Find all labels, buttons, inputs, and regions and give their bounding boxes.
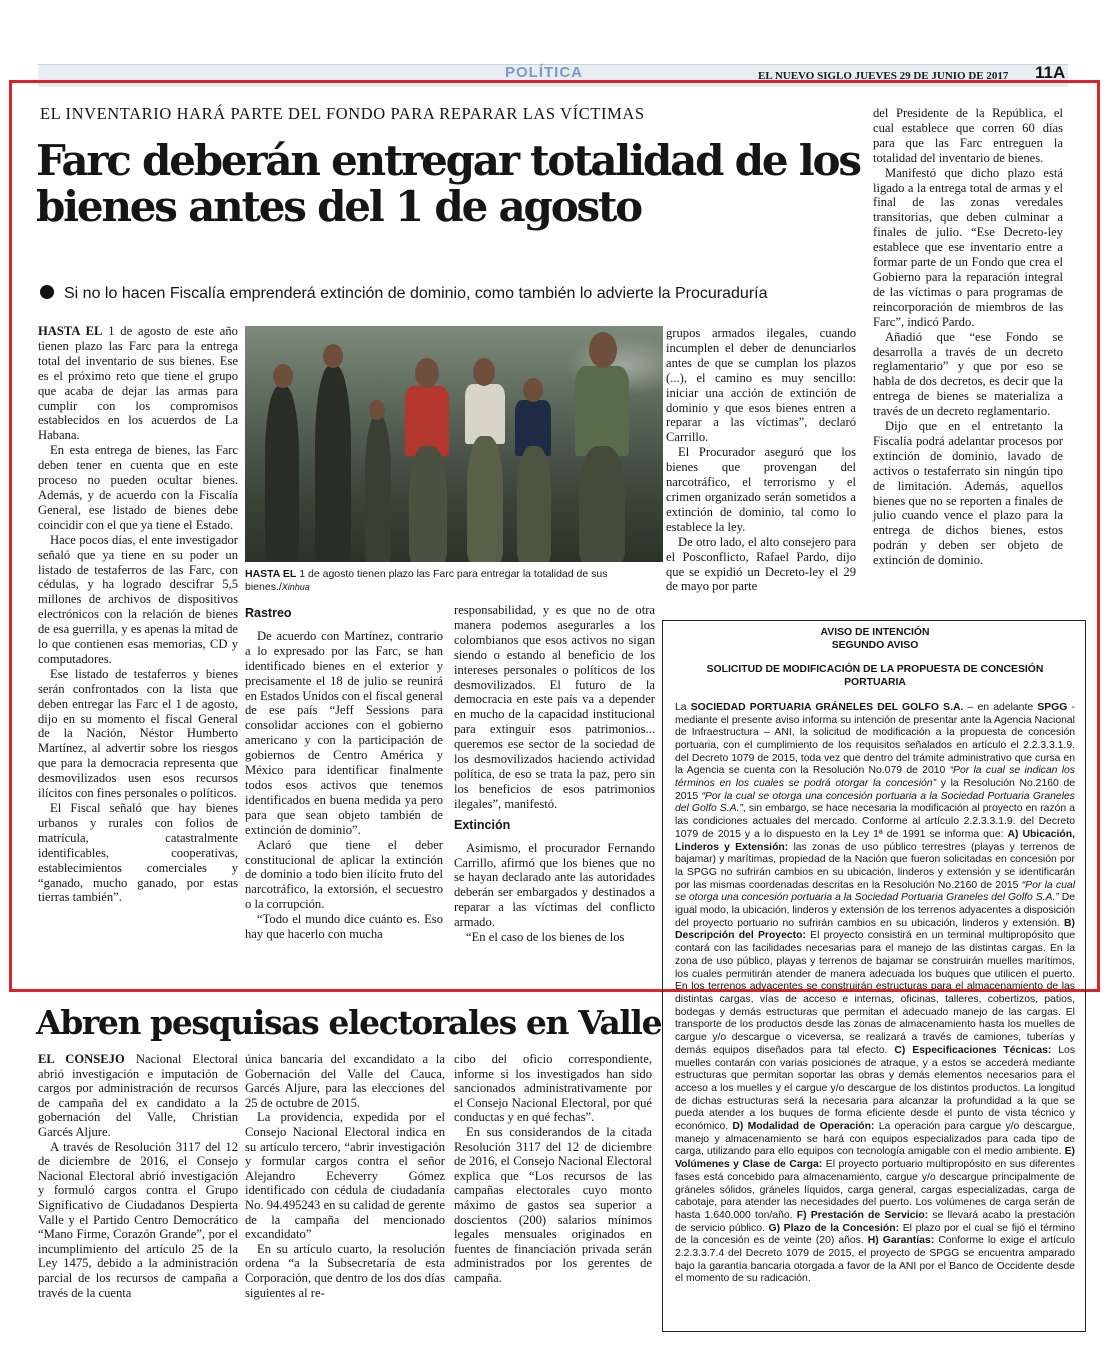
paragraph [38,324,238,443]
paragraph-text: Nacional Electoral abrió investigación e imputación de cargos por administración de recursos de campaña del ex candidato a la gobernación del Valle, Christian Garcés Aljure. [38,1052,238,1139]
paragraph: Aclaró que tiene el deber constitucional de aplicar la extinción de dominio a todo bien ilícito fruto del narcotráfico, la extorsión, el secuestro o la corrupción. [245,837,443,912]
legal-notice-box [662,620,1086,1332]
notice-abbr: SPGG [1037,701,1068,713]
notice-title: AVISO DE INTENCIÓN [820,627,930,638]
paragraph: En sus considerandos de la citada Resolución 3117 del 12 de diciembre de 2016, el Consejo Nacional Electoral explica que “Los recursos de las campañas electorales cuyo monto máximo de gastos sea superior a doscientos (200) salarios mínimos legales mensuales originados en fuentes de financiación privada serán administrados por los gerentes de campaña. [454,1124,652,1285]
paragraph [38,1052,238,1140]
article-headline: Farc deberán entregar totalidad de los bienes antes del 1 de agosto [36,136,860,231]
paragraph: cibo del oficio correspondiente, informe si los investigados han sido sancionados administrativamente por el Consejo Nacional Electoral, por qué conductas y en qué fechas”. [454,1052,652,1125]
paragraph: del Presidente de la República, el cual establece que corren 60 días para que las Farc entreguen la totalidad del inventario de bienes. [873,106,1063,165]
article-2-column-3 [454,1052,652,1286]
paragraph: En su artículo cuarto, la resolución ordena “a la Subsecretaría de esta Corporación, que dentro de los dos días siguientes al re- [245,1241,445,1300]
caption-text: 1 de agosto tienen plazo las Farc para entregar la totalidad de sus bienes./ [245,568,608,593]
article-photo [245,326,663,562]
section-subtitle: Rastreo [245,606,292,620]
paragraph: grupos armados ilegales, cuando incumplen el deber de denunciarlos antes de que se cumplan los plazos (...), el camino es muy sencillo: iniciar una acción de extinción de dominio y que esos bienes entren a reparar a las víctimas”, declaró Carrillo. [666,326,856,445]
notice-heading: SOLICITUD DE MODIFICACIÓN DE LA PROPUESTA DE CONCESIÓN PORTUARIA [706,664,1044,689]
paragraph: Añadió que “ese Fondo se desarrolla a través de un decreto reglamentario” y que por eso se habla de dos decretos, es decir que la entrega de bienes se materializa a través de un decreto reglamentario. [873,329,1063,419]
article-kicker: EL INVENTARIO HARÁ PARTE DEL FONDO PARA REPARAR LAS VÍCTIMAS [40,104,645,123]
article-2-headline: Abren pesquisas electorales en Valle [36,1003,662,1042]
paragraph: De acuerdo con Martínez, contrario a lo expresado por las Farc, se han identificado bienes en el exterior y precisamente el 18 de julio se reunirá en Estados Unidos con el fiscal general de ese país “Jeff Sessions para consolidar acciones con el gobierno americano y con la participación de gobiernos de Centro América y México para identificar finalmente todos esos activos que tenemos identificados en buena medida ya pero para que sean objeto también de extinción de dominio”. [245,628,443,837]
article-column-2 [245,600,443,942]
article-column-1 [38,324,238,905]
paragraph: “Todo el mundo dice cuánto es. Eso hay que hacerlo con mucha [245,912,443,942]
article-2-column-1 [38,1052,238,1300]
article-2-column-2 [245,1052,445,1300]
lead-words: EL CONSEJO [38,1052,125,1066]
section-subtitle: Extinción [454,817,511,832]
bullet-icon [40,285,54,299]
subhead-text: Si no lo hacen Fiscalía emprenderá extinción de dominio, como también lo advierte la Procuraduría [64,285,768,302]
article-column-3 [454,603,655,945]
paragraph: Ese listado de testaferros y bienes serán confrontados con la lista que deben entregar las Farc el 1 de agosto, dijo en su momento el fiscal General de la Nación, Néstor Humberto Martínez, al advertir sobre los riesgos que para la democracia representa que desmovilizados usen esos recursos ilícitos con fines personales o políticos. [38,666,238,801]
paragraph: La providencia, expedida por el Consejo Nacional Electoral indica en su artículo tercero, “abrir investigación y formular cargos contra el señor Alejandro Echeverry Gómez identificado con cédula de ciudadanía No. 94.495243 en su calidad de gerente de la campaña del mencionado excandidato” [245,1110,445,1242]
article-subhead [40,285,870,303]
paragraph: El Fiscal señaló que hay bienes urbanos y rurales con folios de matrícula, catastralmente identificables, cooperativas, establecimientos comerciales y “ganado, mucho ganado, por estas tierras también”. [38,801,238,905]
paragraph: A través de Resolución 3117 del 12 de diciembre de 2016, el Consejo Nacional Electoral abrió investigación y formuló cargos contra el Grupo Significativo de Ciudadanos Despierta Valle y el Partido Centro Democrático “Mano Firme, Corazón Grande”, por el incumplimiento del artículo 25 de la Ley 1475, debido a la administración parcial de los recursos de campaña a través de la cuenta [38,1139,238,1300]
paragraph: Manifestó que dicho plazo está ligado a la entrega total de armas y el final de las zonas veredales transitorias, que deben culminar a finales de julio. “Ese Decreto-ley establece que ese inventario entre a formar parte de un Fondo que crea el Gobierno para la reparación integral de las víctimas o para programas de reincorporación de miembros de las Farc”, indicó Pardo. [873,165,1063,329]
notice-subtitle: SEGUNDO AVISO [831,639,919,651]
article-column-4 [873,106,1063,568]
paragraph: Hace pocos días, el ente investigador señaló que ya tiene en su poder un listado de testaferros de las Farc, con cédulas, y ha logrado descifrar 5,5 millones de archivos de dispositivos electrónicos con la relación de bienes de esa guerrilla, y es apenas la mitad de lo que contienen esas memorias, CD y computadores. [38,532,238,666]
lead-words: HASTA EL [38,324,103,338]
publication-date-line: EL NUEVO SIGLO JUEVES 29 DE JUNIO DE 2017 [758,70,1009,82]
photo-caption [245,568,665,594]
paragraph: Dijo que en el entretanto la Fiscalía podrá adelantar procesos por extinción de dominio, lavado de activos o testaferrato sin ningún tipo de limitación. Además, aquellos bienes que no se reporten a finales de julio cuando vence el plazo para la entrega de dichos bienes, estos podrán y deben ser objeto de extinción de dominio. [873,419,1063,568]
paragraph-text: 1 de agosto de este año tienen plazo las Farc para la entrega total del inventario de sus bienes. Ese es el próximo reto que tiene el grupo que acaba de dejar las armas para cumplir con los compromisos establecidos en los acuerdos de La Habana. [38,324,238,443]
paragraph: responsabilidad, y es que no de otra manera podemos asegurarles a los colombianos que esos activos no sigan siendo o estando al beneficio de los intereses personales o políticos de los desmovilizados. El futuro de la democracia en este país va a depender en mucho de la capacidad institucional para extinguir esos patrimonios... queremos ese sector de la sociedad de los desmovilizados haciendo actividad política, de eso se trata la paz, pero sin los beneficios de esos patrimonios ilegales”, manifestó. [454,603,655,811]
paragraph: Asimismo, el procurador Fernando Carrillo, afirmó que los bienes que no se hayan declarado ante las autoridades deberán ser embargados y destinados a reparar a las víctimas del conflicto armado. [454,840,655,930]
page-number: 11A [1035,63,1066,82]
article-column-3-top [666,326,856,594]
notice-company: SOCIEDAD PORTUARIA GRÁNELES DEL GOLFO S.A. [690,701,964,713]
caption-lead: HASTA EL [245,568,297,580]
paragraph: El Procurador aseguró que los bienes que provengan del narcotráfico, el terrorismo y el crimen organizado serán sometidos a extinción de dominio, tal como lo establece la ley. [666,445,856,534]
paragraph: “En el caso de los bienes de los [466,930,625,945]
paragraph: En esta entrega de bienes, las Farc deben tener en cuenta que en este proceso no pueden ocultar bienes. Además, y de acuerdo con la Fiscalía General, ese listado de bienes debe coincidir con el que ya tiene el Estado. [38,443,238,532]
section-label: POLÍTICA [505,64,583,81]
paragraph: única bancaria del excandidato a la Gobernación del Valle del Cauca, Garcés Aljure, para las elecciones del 25 de octubre de 2015. [245,1052,445,1110]
photo-credit: Xinhua [281,582,310,592]
notice-body: La SOCIEDAD PORTUARIA GRÁNELES DEL GOLFO S.A. – en adelante SPGG - mediante el presente aviso informa su intención de presentar ante la Agencia Nacional de Infraestructura – ANI, la solicitud de modificación a la propuesta de concesión portuaria, con el cumplimiento de los requisitos señalados en artículo el 2.2.3.3.1.9. del Decreto 1079 de 2015, toda vez que dentro del trámite administrativo que cursa en la Agencia se cuenta con la Resolución No.079 de 2010 “Por la cual se indican los términos en los cuales se podrá otorgar la concesión” y la Resolución No.2160 de 2015 “Por la cual se otorga una concesión portuaria a la Sociedad Portuaria Graneles del Golfo S.A.”, sin embargo, se hace necesaria la modificación al proyecto en razón a las condiciones actuales del mercado. Conforme al artículo 2.2.3.3.1.9. del Decreto 1079 de 2015 y a lo dispuesto en la Ley 1ª de 1991 se informa que: A) Ubicación, Linderos y Extensión: las zonas de uso público terrestres (playas y terrenos de bajamar) y marítimas, propiedad de la Nación que fueron solicitadas en concesión por la SPGG no sufrirán cambios en su ubicación, linderos y extensión y se identificarán por las mismas coordenadas descritas en la Resolución No.2160 de 2015 “Por la cual se otorga una concesión portuaria a la Sociedad Portuaria Graneles del Golfo S.A.” De igual modo, la ubicación, linderos y extensión de los terrenos adyacentes a disposición del proyecto portuario no sufrirán cambios en su ubicación, linderos y extensión. B) Descripción del Proyecto: El proyecto consistirá en un terminal multipropósito que contará con las facilidades necesarias para el manejo de las distintas cargas. En la zona de uso público, playas y terrenos de bajamar se construirán muelles marítimos, los cuales permitirán atender de manera adecuada los buques que utilicen el puerto. En los terrenos adyacentes se construirán estructuras para el almacenamiento de las distintas cargas, vías de acceso e internas, oficinas, talleres, cobertizos, patios, bodegas y demás estructuras que permitan el adecuado manejo de las cargas. El transporte de los productos desde las zonas de almacenamiento hasta los muelles de cargue y/o descargue o viceversa, se realizará a través de camiones, tuberías y demás equipos diseñados para tal efecto. C) Especificaciones Técnicas: Los muelles contarán con varias posiciones de atraque, y a estos se accederá mediante estructuras que permitan soportar las obras y demás elementos necesarios para el acceso a los muelles y el cargue y/o descargue de los distintos productos. La longitud de dichas estructuras será la necesaria para alcanzar la profundidad a la que se pueda atender a los buques de forma eficiente desde el punto de vista técnico y económico. D) Modalidad de Operación: La operación para cargue y/o descargue, manejo y almacenamiento se hará con equipos especializados para cada tipo de carga, utilizando para ello equipos con tecnología amigable con el medio ambiente. E) Volúmenes y Clase de Carga: El proyecto portuario multipropósito en sus diferentes fases está concebido para almacenamiento, cargue y/o descargue principalmente de gráneles sólidos, gráneles líquidos, carga general, cargas especializadas, carga de cabotaje, para atender las necesidades del puerto. Los volúmenes de carga serán de hasta 1.640.000 ton/año. F) Prestación de Servicio: se llevará acabo la prestación de servicio público. G) Plazo de la Concesión: El plazo por el cual se fijó el término de la concesión es de veinte (20) años. H) Garantías: Conforme lo exige el artículo 2.2.3.3.7.4 del Decreto 1079 de 2015, el proyecto de SPGG se encuentra amparado bajo la garantía bancaria otorgada a favor de la ANI por el Banco de Occidente desde el momento de su radicación. [675,701,1076,1285]
paragraph: De otro lado, el alto consejero para el Posconflicto, Rafael Pardo, dijo que se expidió un Decreto-ley el 29 de mayo por parte [666,534,856,594]
